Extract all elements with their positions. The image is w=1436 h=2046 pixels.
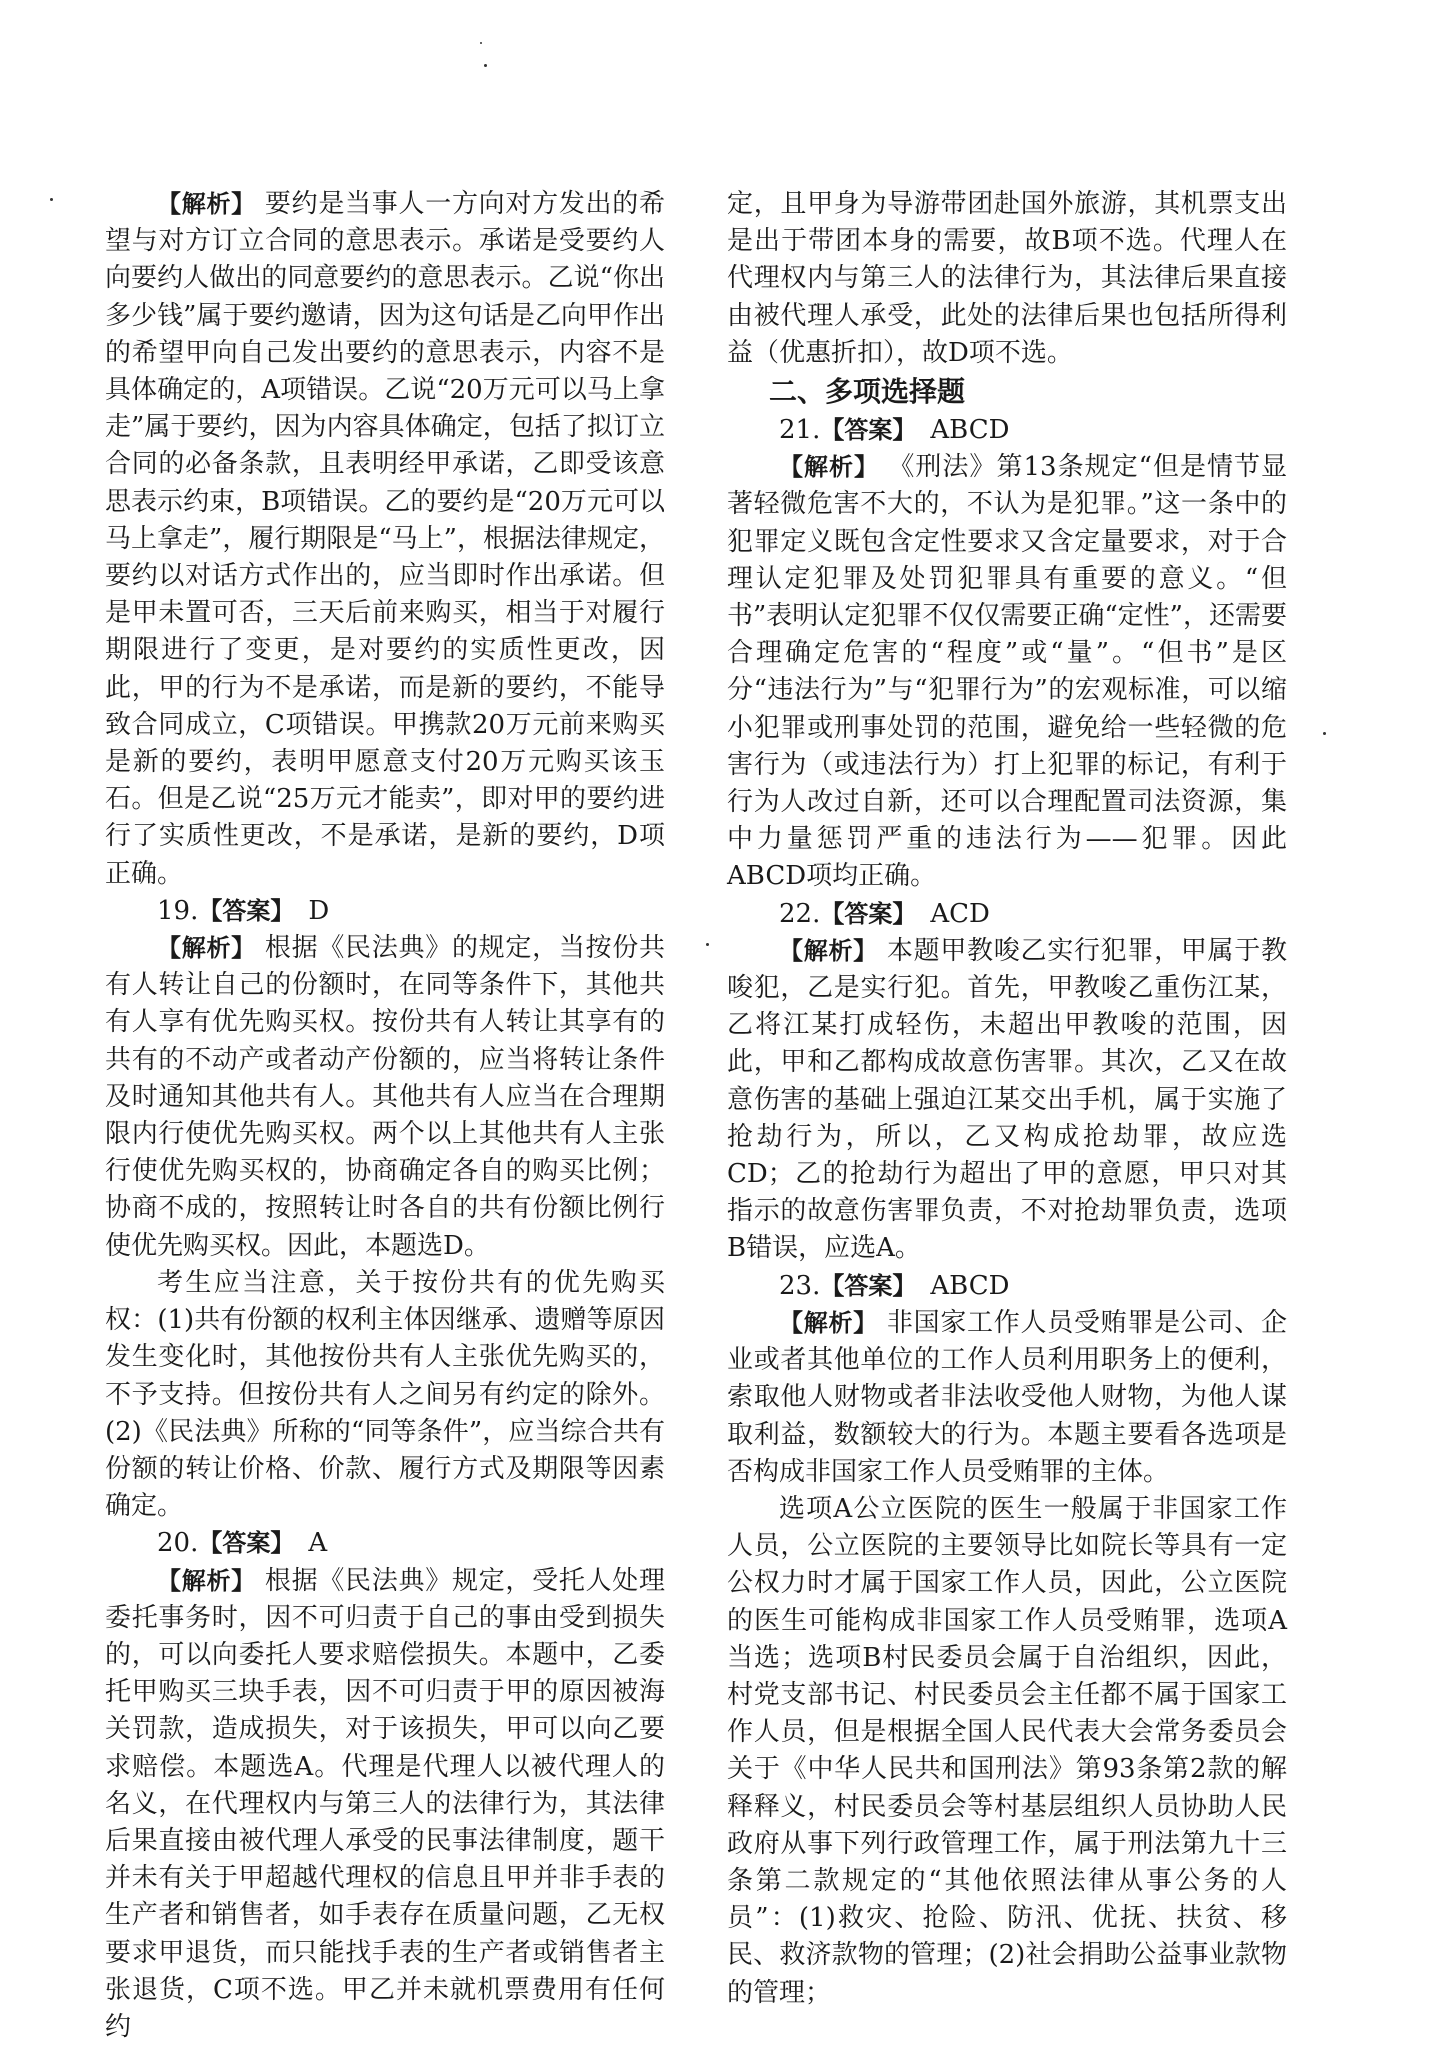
analysis-paragraph [105, 1563, 665, 2046]
analysis-text: 根据《民法典》的规定，当按份共有人转让自己的份额时，在同等条件下，其他共有人享有优先购买权。按份共有人转让其享有的共有的不动产或者动产份额的，应当将转让条件及时通知其他共有人。其他共有人应当在合理期限内行使优先购买权。两个以上其他共有人主张行使优先购买权的，协商确定各自的购买比例；协商不成的，按照转让时各自的共有份额比例行使优先购买权。因此，本题选D。 [105, 933, 665, 1261]
analysis-label: 【解析】 [779, 936, 878, 965]
analysis-text: 非国家工作人员受贿罪是公司、企业或者其他单位的工作人员利用职务上的便利，索取他人财物或者非法收受他人财物，为他人谋取利益，数额较大的行为。本题主要看各选项是否构成非国家工作人员受贿罪的主体。 [727, 1307, 1287, 1487]
answer-value: D [308, 895, 330, 926]
analysis-label: 【解析】 [157, 934, 256, 963]
right-column [727, 186, 1287, 2012]
analysis-text: 《刑法》第13条规定“但是情节显著轻微危害不大的，不认为是犯罪。”这一条中的犯罪定义既包含定性要求又含定量要求，对于合理认定犯罪及处罚犯罪具有重要的意义。“但书”表明认定犯罪不仅仅需要正确“定性”，还需要合理确定危害的“程度”或“量”。“但书”是区分“违法行为”与“犯罪行为”的宏观标准，可以缩小犯罪或刑事处罚的范围，避免给一些轻微的危害行为（或违法行为）打上犯罪的标记，有利于行为人改过自新，还可以合理配置司法资源，集中力量惩罚严重的违法行为——犯罪。因此ABCD项均正确。 [727, 452, 1288, 892]
scan-speck [706, 943, 709, 946]
analysis-paragraph [105, 930, 665, 1265]
question-number: 21. [779, 415, 821, 446]
answer-line-21 [727, 412, 1287, 449]
answer-value: ACD [930, 898, 990, 929]
question-number: 22. [779, 898, 821, 929]
analysis-paragraph [727, 1305, 1287, 1491]
section-heading: 二、多项选择题 [769, 375, 966, 409]
scan-speck [484, 64, 487, 67]
answer-line-20 [105, 1525, 665, 1562]
option-analysis-paragraph: 选项A公立医院的医生一般属于非国家工作人员，公立医院的主要领导比如院长等具有一定公权力时才属于国家工作人员，因此，公立医院的医生可能构成非国家工作人员受贿罪，选项A当选；选项B村民委员会属于自治组织，因此，村党支部书记、村民委员会主任都不属于国家工作人员，但是根据全国人民代表大会常务委员会关于《中华人民共和国刑法》第93条第2款的解释释义，村民委员会等村基层组织人员协助人民政府从事下列行政管理工作，属于刑法第九十三条第二款规定的“其他依照法律从事公务的人员”：(1)救灾、抢险、防汛、优抚、扶贫、移民、救济款物的管理；(2)社会捐助公益事业款物的管理； [727, 1493, 1287, 2008]
answer-value: ABCD [930, 415, 1010, 446]
answer-line-23 [727, 1268, 1287, 1305]
answer-line-19 [105, 893, 665, 930]
question-number: 23. [779, 1270, 821, 1301]
analysis-label: 【解析】 [779, 453, 880, 482]
analysis-paragraph [105, 186, 665, 893]
analysis-label: 【解析】 [779, 1308, 878, 1337]
answer-line-22 [727, 896, 1287, 933]
note-paragraph: 考生应当注意，关于按份共有的优先购买权：(1)共有份额的权利主体因继承、遗赠等原因发生变化时，其他按份共有人主张优先购买的，不予支持。但按份共有人之间另有约定的除外。(2)《民法典》所称的“同等条件”，应当综合共有份额的转让价格、价款、履行方式及期限等因素确定。 [105, 1267, 665, 1522]
scan-speck [480, 42, 482, 44]
analysis-label: 【解析】 [157, 190, 256, 218]
answer-label: 【答案】 [198, 1529, 283, 1558]
analysis-text: 要约是当事人一方向对方发出的希望与对方订立合同的意思表示。承诺是受要约人向要约人做出的同意要约的意思表示。乙说“你出多少钱”属于要约邀请，因为这句话是乙向甲作出的希望甲向自己发出要约的意思表示，内容不是具体确定的，A项错误。乙说“20万元可以马上拿走”属于要约，因为内容具体确定，包括了拟订立合同的必备条款，且表明经甲承诺，乙即受该意思表示约束，B项错误。乙的要约是“20万元可以马上拿走”，履行期限是“马上”，根据法律规定，要约以对话方式作出的，应当即时作出承诺。但是甲未置可否，三天后前来购买，相当于对履行期限进行了变更，是对要约的实质性更改，因此，甲的行为不是承诺，而是新的要约，不能导致合同成立，C项错误。甲携款20万元前来购买是新的要约，表明甲愿意支付20万元购买该玉石。但是乙说“25万元才能卖”，即对甲的要约进行了实质性更改，不是承诺，是新的要约，D项正确。 [105, 189, 665, 889]
scan-speck [50, 198, 53, 201]
answer-value: ABCD [930, 1270, 1010, 1301]
answer-label: 【答案】 [820, 899, 905, 928]
scan-speck [1323, 732, 1326, 735]
answer-value: A [308, 1528, 328, 1559]
analysis-label: 【解析】 [157, 1566, 256, 1595]
answer-label: 【答案】 [198, 896, 283, 925]
analysis-text: 根据《民法典》规定，受托人处理委托事务时，因不可归责于自己的事由受到损失的，可以向委托人要求赔偿损失。本题中，乙委托甲购买三块手表，因不可归责于甲的原因被海关罚款，造成损失，对于该损失，甲可以向乙要求赔偿。本题选A。代理是代理人以被代理人的名义，在代理权内与第三人的法律行为，其法律后果直接由被代理人承受的民事法律制度，题干并未有关于甲超越代理权的信息且甲并非手表的生产者和销售者，如手表存在质量问题，乙无权要求甲退货，而只能找手表的生产者或销售者主张退货，C项不选。甲乙并未就机票费用有任何约 [105, 1565, 665, 2042]
analysis-text: 本题甲教唆乙实行犯罪，甲属于教唆犯，乙是实行犯。首先，甲教唆乙重伤江某，乙将江某打成轻伤，未超出甲教唆的范围，因此，甲和乙都构成故意伤害罪。其次，乙又在故意伤害的基础上强迫江某交出手机，属于实施了抢劫行为，所以，乙又构成抢劫罪，故应选CD；乙的抢劫行为超出了甲的意愿，甲只对其指示的故意伤害罪负责，不对抢劫罪负责，选项B错误，应选A。 [727, 935, 1287, 1264]
question-number: 19. [157, 895, 199, 926]
analysis-paragraph [727, 933, 1287, 1268]
analysis-paragraph [727, 449, 1287, 895]
continued-paragraph: 定，且甲身为导游带团赴国外旅游，其机票支出是出于带团本身的需要，故B项不选。代理人在代理权内与第三人的法律行为，其法律后果直接由被代理人承受，此处的法律后果也包括所得利益（优惠折扣），故D项不选。 [727, 189, 1287, 368]
answer-label: 【答案】 [820, 416, 905, 445]
question-number: 20. [157, 1528, 199, 1559]
answer-label: 【答案】 [820, 1271, 905, 1300]
left-column [105, 186, 665, 2046]
